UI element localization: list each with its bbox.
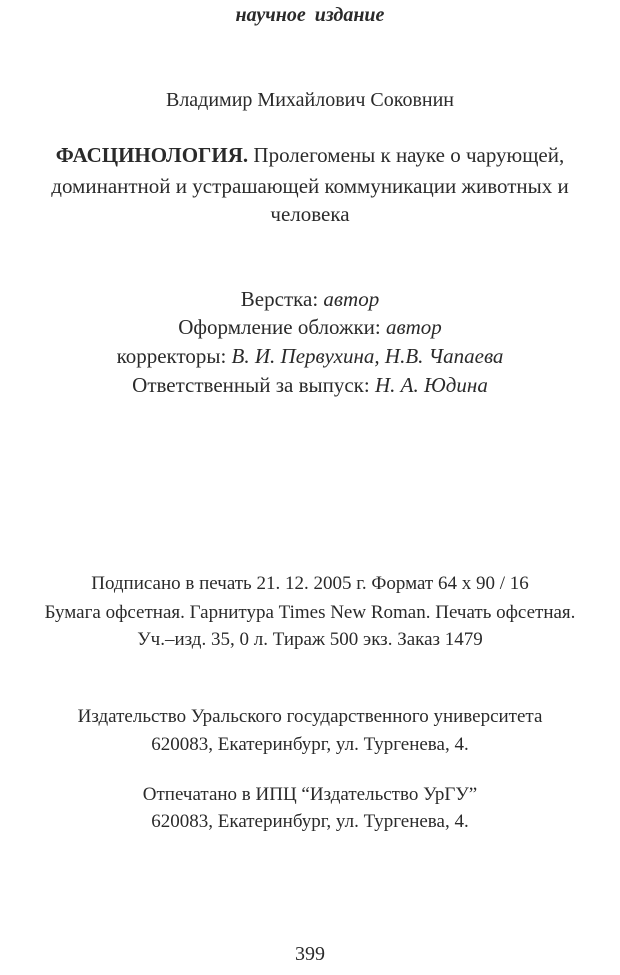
credit-label: Ответственный за выпуск: — [132, 373, 375, 397]
book-subtitle-part-1: Пролегомены к науке о чарующей, — [248, 143, 565, 167]
credit-label: Оформление обложки: — [178, 315, 386, 339]
page-number: 399 — [295, 943, 325, 965]
book-title-line-2: доминантной и устрашающей коммуникации животных и — [51, 174, 569, 198]
publisher-name: Издательство Уральского государственного университета — [77, 706, 543, 727]
credit-value: автор — [385, 315, 442, 339]
credit-proofreaders — [0, 343, 620, 369]
book-title-main: ФАСЦИНОЛОГИЯ. — [55, 143, 249, 167]
credit-cover-design — [0, 314, 620, 340]
printer-address: 620083, Екатеринбург, ул. Тургенева, 4. — [151, 811, 469, 832]
printer-name: Отпечатано в ИПЦ “Издательство УрГУ” — [142, 784, 478, 805]
publisher-address: 620083, Екатеринбург, ул. Тургенева, 4. — [151, 734, 469, 755]
book-title-line-3: человека — [270, 202, 350, 226]
author-name: Владимир Михайлович Соковнин — [165, 89, 455, 111]
print-info-line: Уч.–изд. 35, 0 л. Тираж 500 экз. Заказ 1479 — [137, 629, 483, 650]
credit-label: Верстка: — [240, 287, 324, 311]
credit-value: В. И. Первухина, Н.В. Чапаева — [231, 344, 504, 368]
credit-value: автор — [323, 287, 380, 311]
book-title-line-1 — [0, 142, 620, 168]
edition-type-header: научное издание — [235, 4, 385, 26]
print-info-line: Подписано в печать 21. 12. 2005 г. Формат 64 х 90 / 16 — [91, 573, 529, 594]
print-info-line: Бумага офсетная. Гарнитура Times New Roman. Печать офсетная. — [44, 602, 576, 623]
credit-responsible — [0, 372, 620, 398]
credit-layout — [0, 286, 620, 312]
credit-label: корректоры: — [116, 344, 232, 368]
credit-value: Н. А. Юдина — [374, 373, 488, 397]
